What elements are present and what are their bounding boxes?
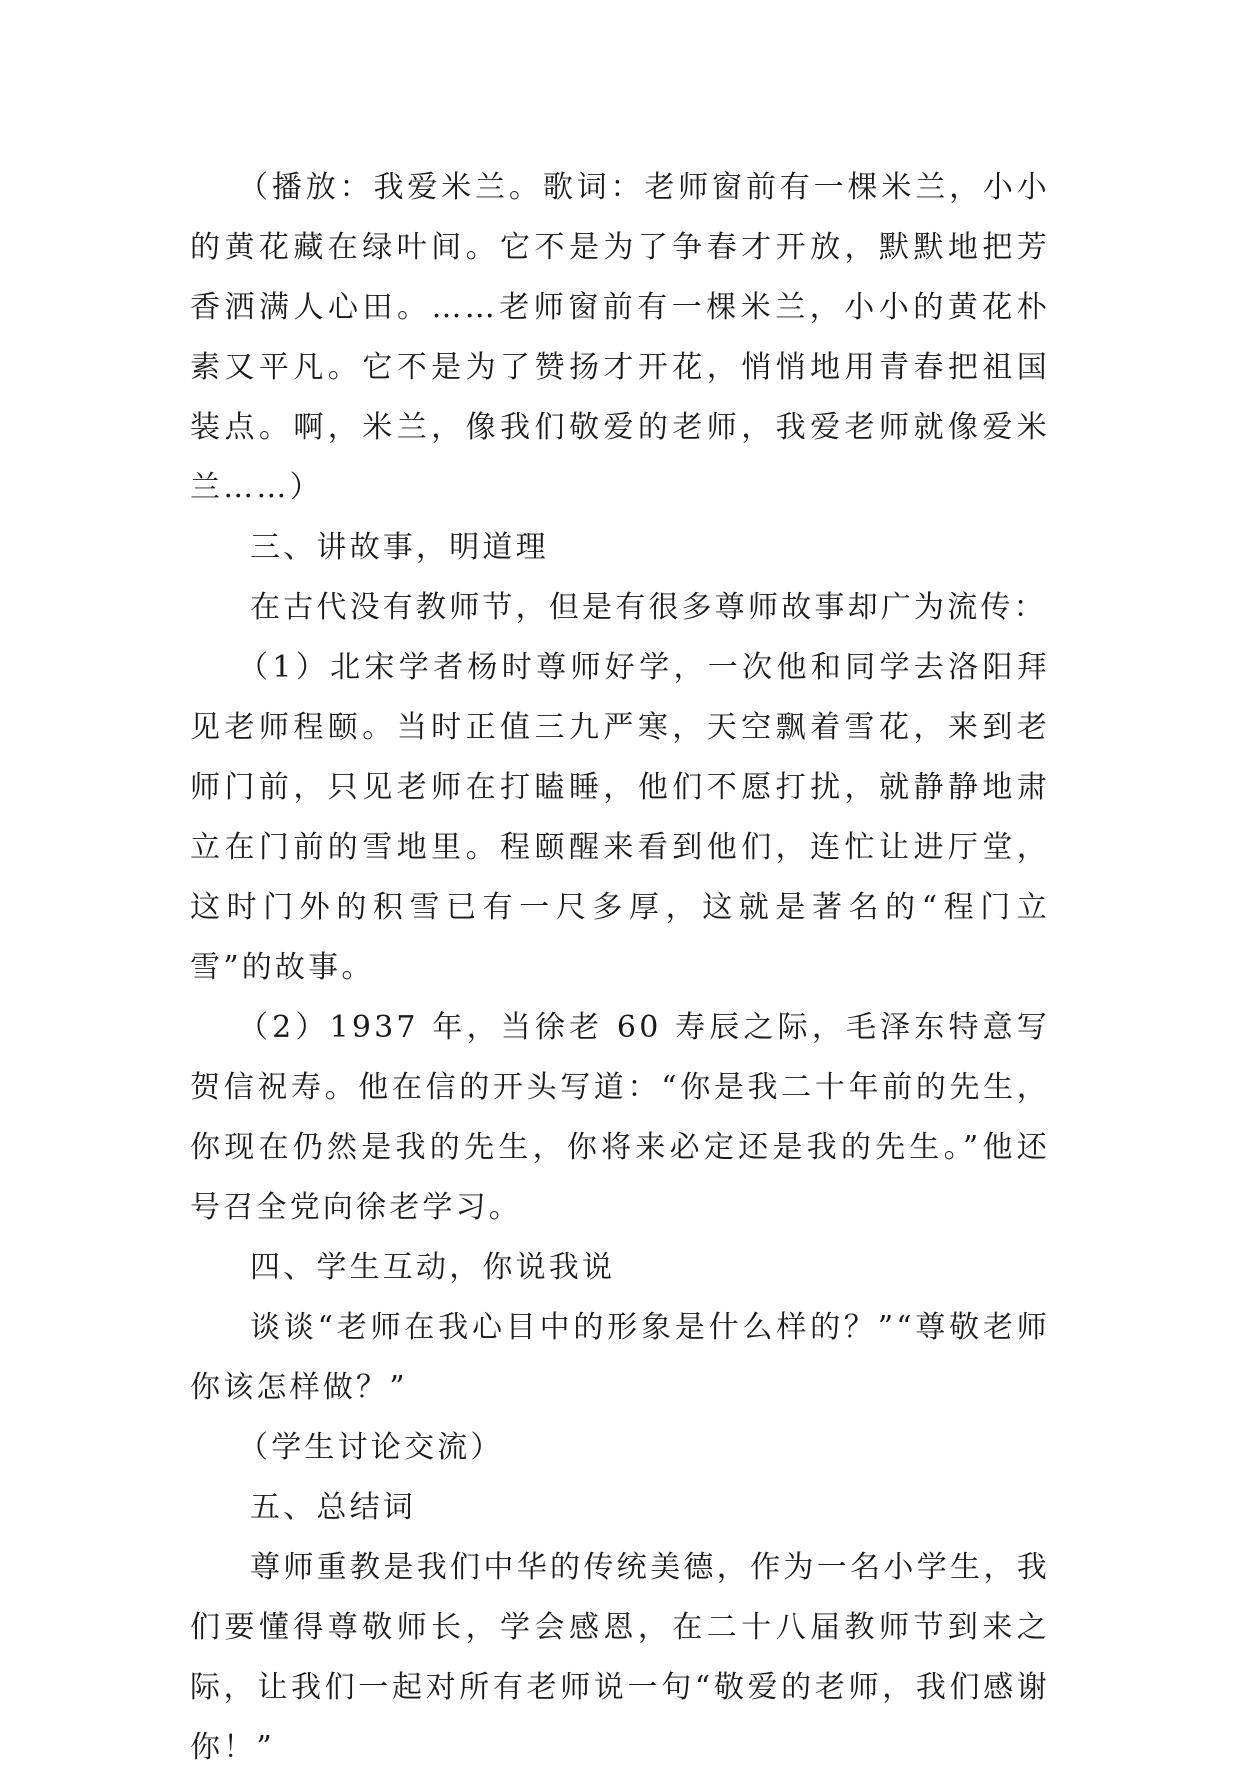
- discussion-note-paragraph: （学生讨论交流）: [238, 1430, 504, 1465]
- document-body: [190, 158, 1050, 1778]
- story-two-paragraph: （2）1937 年，当徐老 60 寿辰之际，毛泽东特意写贺信祝寿。他在信的开头写道：“你是我二十年前的先生，你现在仍然是我的先生，你将来必定还是我的先生。”他还号召全党向徐老学习。: [190, 1010, 1050, 1225]
- section-heading-storytelling: 三、讲故事，明道理: [250, 530, 549, 565]
- stories-intro-paragraph: 在古代没有教师节，但是有很多尊师故事却广为流传：: [250, 590, 1047, 625]
- story-one-paragraph: （1）北宋学者杨时尊师好学，一次他和同学去洛阳拜见老师程颐。当时正值三九严寒，天空飘着雪花，来到老师门前，只见老师在打瞌睡，他们不愿打扰，就静静地肃立在门前的雪地里。程颐醒来看到他们，连忙让进厅堂，这时门外的积雪已有一尺多厚，这就是著名的“程门立雪”的故事。: [190, 650, 1050, 985]
- section-heading-summary: 五、总结词: [250, 1490, 416, 1525]
- discussion-prompt-paragraph: 谈谈“老师在我心目中的形象是什么样的？”“尊敬老师你该怎样做？”: [190, 1310, 1050, 1405]
- song-lyrics-paragraph: （播放：我爱米兰。歌词：老师窗前有一棵米兰，小小的黄花藏在绿叶间。它不是为了争春才开放，默默地把芳香洒满人心田。……老师窗前有一棵米兰，小小的黄花朴素又平凡。它不是为了赞扬才开花，悄悄地用青春把祖国装点。啊，米兰，像我们敬爱的老师，我爱老师就像爱米兰……）: [190, 170, 1050, 505]
- section-heading-interaction: 四、学生互动，你说我说: [250, 1250, 616, 1285]
- summary-paragraph: 尊师重教是我们中华的传统美德，作为一名小学生，我们要懂得尊敬师长，学会感恩，在二十八届教师节到来之际，让我们一起对所有老师说一句“敬爱的老师，我们感谢你！”: [190, 1550, 1050, 1765]
